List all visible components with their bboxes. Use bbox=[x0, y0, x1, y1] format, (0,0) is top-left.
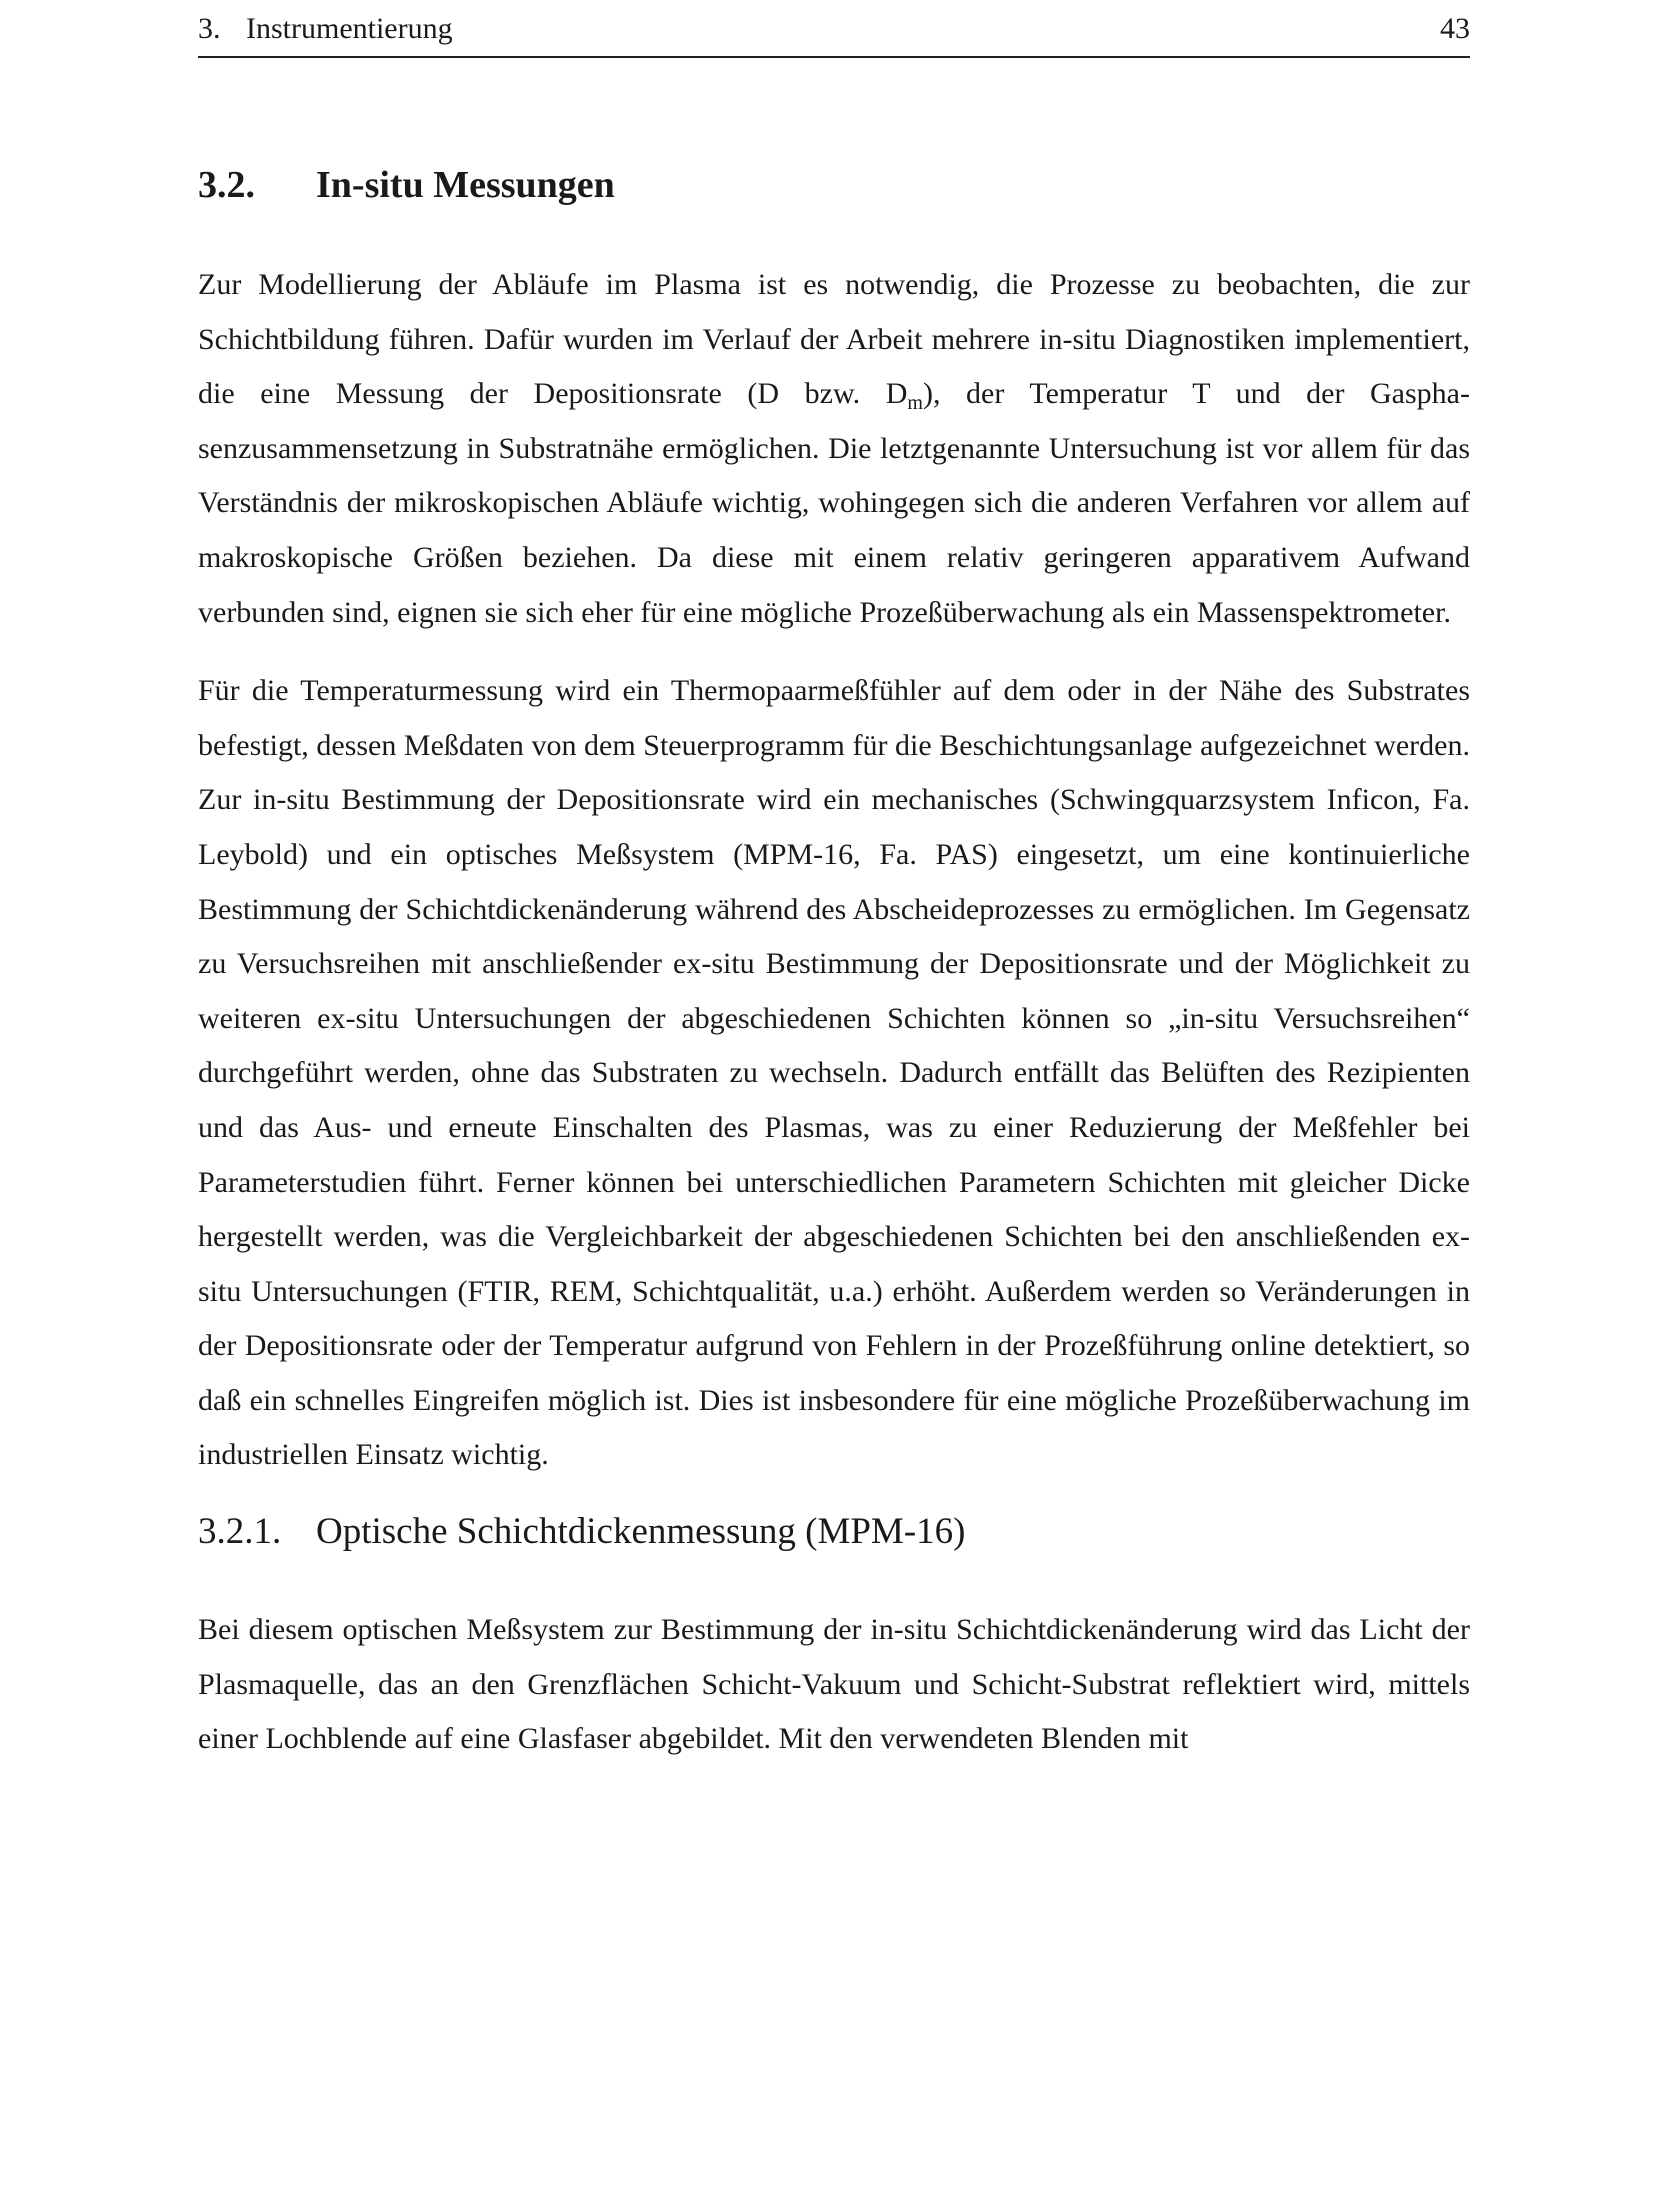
page-number: 43 bbox=[1440, 12, 1470, 45]
paragraph-2: Für die Temperaturmessung wird ein Thermopaarmeßfühler auf dem oder in der Nähe des Substrates befestigt, dessen Meßdaten von dem Steuerprogramm für die Beschichtungsanlage aufgezeichnet werden. Zur in-situ Bestimmung der Depositionsrate wird ein mechanisches (Schwingquarzsystem Inficon, Fa. Leybold) und ein optisches Meßsystem (MPM-16, Fa. PAS) eingesetzt, um eine kontinuierliche Bestimmung der Schichtdickenänderung während des Abscheideprozesses zu ermöglichen. Im Gegensatz zu Versuchsreihen mit anschließender ex-situ Bestimmung der Depositionsrate und der Möglichkeit zu weiteren ex-situ Untersuchungen der abgeschiedenen Schichten können so „in-situ Versuchsreihen“ durchgeführt werden, ohne das Substraten zu wechseln. Dadurch entfällt das Belüften des Rezipienten und das Aus- und erneute Einschalten des Plasmas, was zu einer Reduzierung der Meßfehler bei Parameterstudien führt. Ferner können bei unterschiedlichen Parametern Schichten mit gleicher Dicke hergestellt werden, was die Vergleichbarkeit der abgeschiedenen Schichten bei den anschließenden ex-situ Untersuchungen (FTIR, REM, Schichtqualität, u.a.) erhöht. Außerdem werden so Veränderungen in der Depositionsrate oder der Temperatur aufgrund von Fehlern in der Prozeßführung online detektiert, so daß ein schnelles Eingreifen möglich ist. Dies ist insbesondere für eine mögliche Prozeßüberwachung im industriellen Einsatz wichtig. bbox=[198, 674, 1470, 1472]
chapter-number: 3. bbox=[198, 12, 221, 45]
subsection-number: 3.2.1. bbox=[198, 1511, 282, 1553]
section-title: In-situ Messungen bbox=[316, 164, 615, 206]
subsection-title: Optische Schichtdickenmessung (MPM-16) bbox=[316, 1511, 966, 1553]
section-number: 3.2. bbox=[198, 164, 255, 206]
paragraph-1-part-1: Zur Modellierung der Abläufe im Plasma ist es notwendig, die Prozesse zu beobachten, die zur Schichtbildung führen. Dafür wurden im Verlauf der Arbeit mehrere in-situ Diagnostiken implementiert, die eine Messung der Depositionsrate (D bzw. D bbox=[198, 268, 1470, 411]
running-head bbox=[198, 12, 453, 46]
subscript-m: m bbox=[907, 392, 923, 415]
chapter-title: Instrumentierung bbox=[246, 12, 453, 45]
page-header bbox=[198, 8, 1470, 58]
section-heading bbox=[198, 160, 1470, 210]
paragraph-3: Bei diesem optischen Meßsystem zur Bestimmung der in-situ Schichtdickenänderung wird das Licht der Plasmaquelle, das an den Grenzflächen Schicht-Vakuum und Schicht-Substrat reflektiert wird, mittels einer Lochblende auf eine Glasfaser abgebildet. Mit den verwendeten Blenden mit bbox=[198, 1613, 1470, 1756]
page-body bbox=[198, 160, 1470, 1791]
subsection-heading bbox=[198, 1507, 1470, 1557]
paragraph-1 bbox=[198, 258, 1470, 640]
paragraph-1-part-2: ), der Temperatur T und der Gasphasenzusammensetzung in Substratnähe ermöglichen. Die letztgenannte Untersuchung ist vor allem für das Verständnis der mikroskopischen Abläufe wichtig, wohingegen sich die anderen Verfahren vor allem auf makroskopische Größen beziehen. Da diese mit einem relativ geringeren apparativem Aufwand verbunden sind, eignen sie sich eher für eine mögliche Prozeßüberwachung als ein Massenspektrometer. bbox=[198, 377, 1470, 629]
